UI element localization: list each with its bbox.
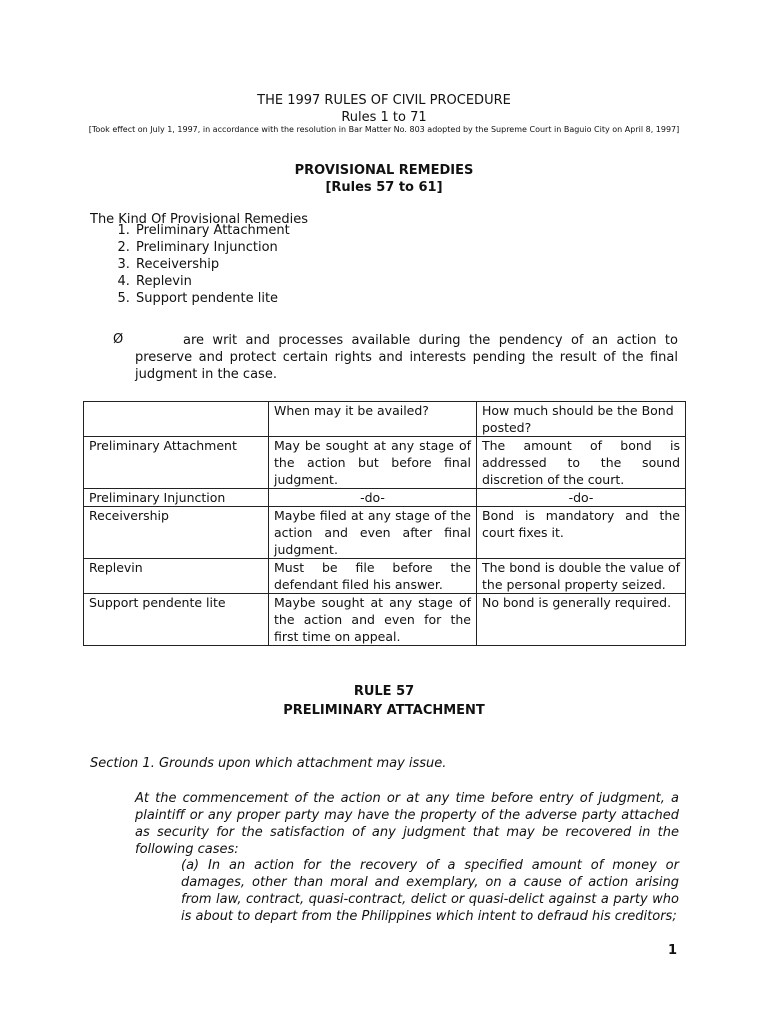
list-item: 5. Support pendente lite	[134, 290, 290, 307]
remedies-table	[83, 401, 686, 646]
bullet-symbol: Ø	[113, 332, 124, 347]
table-cell: -do-	[269, 489, 477, 507]
table-row	[84, 594, 686, 646]
list-item: 1. Preliminary Attachment	[134, 222, 290, 239]
table-cell: Receivership	[84, 507, 269, 559]
section-rules-range: [Rules 57 to 61]	[325, 180, 443, 195]
table-cell: Preliminary Attachment	[84, 437, 269, 489]
table-row	[84, 559, 686, 594]
table-cell: The amount of bond is addressed to the sound discretion of the court.	[477, 437, 686, 489]
table-cell: Preliminary Injunction	[84, 489, 269, 507]
list-item: 4. Replevin	[134, 273, 290, 290]
table-row	[84, 507, 686, 559]
page-number: 1	[668, 943, 678, 958]
rule-name: PRELIMINARY ATTACHMENT	[283, 703, 485, 718]
section-heading: Section 1. Grounds upon which attachment may issue.	[90, 756, 447, 771]
rule-number: RULE 57	[353, 684, 415, 699]
table-header-cell	[84, 402, 269, 437]
table-cell: Replevin	[84, 559, 269, 594]
document-title: THE 1997 RULES OF CIVIL PROCEDURE	[257, 93, 511, 108]
list-item: 2. Preliminary Injunction	[134, 239, 290, 256]
table-cell: Support pendente lite	[84, 594, 269, 646]
section-title: PROVISIONAL REMEDIES	[294, 163, 474, 178]
table-row	[84, 437, 686, 489]
effectivity-note: [Took effect on July 1, 1997, in accordance with the resolution in Bar Matter No. 803 adopted by the Supreme Court in Baguio City on April 8, 1997]	[88, 125, 680, 134]
kinds-list	[112, 222, 290, 307]
list-item: 3. Receivership	[134, 256, 290, 273]
bullet-text: are writ and processes available during the pendency of an action to preserve and protect certain rights and interests pending the result of the final judgment in the case.	[135, 333, 678, 382]
table-cell: The bond is double the value of the personal property seized.	[477, 559, 686, 594]
table-header-cell: How much should be the Bond posted?	[477, 402, 686, 437]
table-cell: -do-	[477, 489, 686, 507]
table-cell: May be sought at any stage of the action but before final judgment.	[269, 437, 477, 489]
table-row	[84, 489, 686, 507]
table-cell: No bond is generally required.	[477, 594, 686, 646]
section-paragraph: At the commencement of the action or at any time before entry of judgment, a plaintiff or any proper party may have the property of the adverse party attached as security for the satisfaction of any judgment that may be recovered in the following cases:	[135, 791, 679, 857]
clause-a: (a) In an action for the recovery of a specified amount of money or damages, other than moral and exemplary, on a cause of action arising from law, contract, quasi-contract, delict or quasi-delict against a party who is about to depart from the Philippines which intent to defraud his creditors;	[181, 858, 679, 924]
table-cell: Bond is mandatory and the court fixes it.	[477, 507, 686, 559]
document-subtitle: Rules 1 to 71	[341, 110, 427, 125]
table-cell: Maybe filed at any stage of the action and even after final judgment.	[269, 507, 477, 559]
table-cell: Maybe sought at any stage of the action and even for the first time on appeal.	[269, 594, 477, 646]
table-header-cell: When may it be availed?	[269, 402, 477, 437]
kinds-heading: The Kind Of Provisional Remedies	[90, 212, 308, 227]
table-cell: Must be file before the defendant filed his answer.	[269, 559, 477, 594]
table-header-row	[84, 402, 686, 437]
